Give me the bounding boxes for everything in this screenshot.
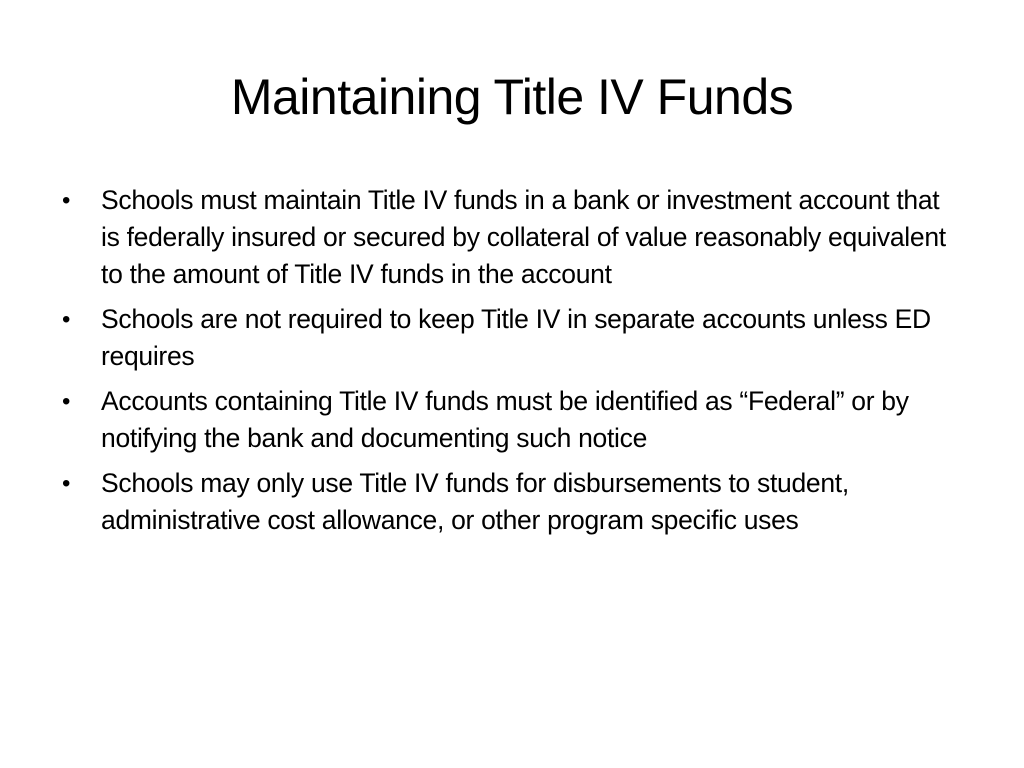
bullet-text: Schools must maintain Title IV funds in a bank or investment account that is federally insured or secured by collateral of value reasonably equivalent to the amount of Title IV funds in the account xyxy=(101,185,946,289)
bullet-item xyxy=(62,301,962,375)
bullet-item xyxy=(62,182,962,293)
bullet-marker: • xyxy=(62,470,71,497)
bullet-marker: • xyxy=(62,388,71,415)
bullet-text: Accounts containing Title IV funds must be identified as “Federal” or by notifying the bank and documenting such notice xyxy=(101,386,909,453)
bullet-item xyxy=(62,383,962,457)
bullet-marker: • xyxy=(62,187,71,214)
slide-title: Maintaining Title IV Funds xyxy=(230,69,794,125)
bullet-text: Schools are not required to keep Title IV in separate accounts unless ED requires xyxy=(101,304,931,371)
bullet-marker: • xyxy=(62,306,71,333)
bullet-item xyxy=(62,465,962,539)
bullet-list xyxy=(62,182,962,547)
bullet-text: Schools may only use Title IV funds for disbursements to student, administrative cost allowance, or other program specific uses xyxy=(101,468,849,535)
